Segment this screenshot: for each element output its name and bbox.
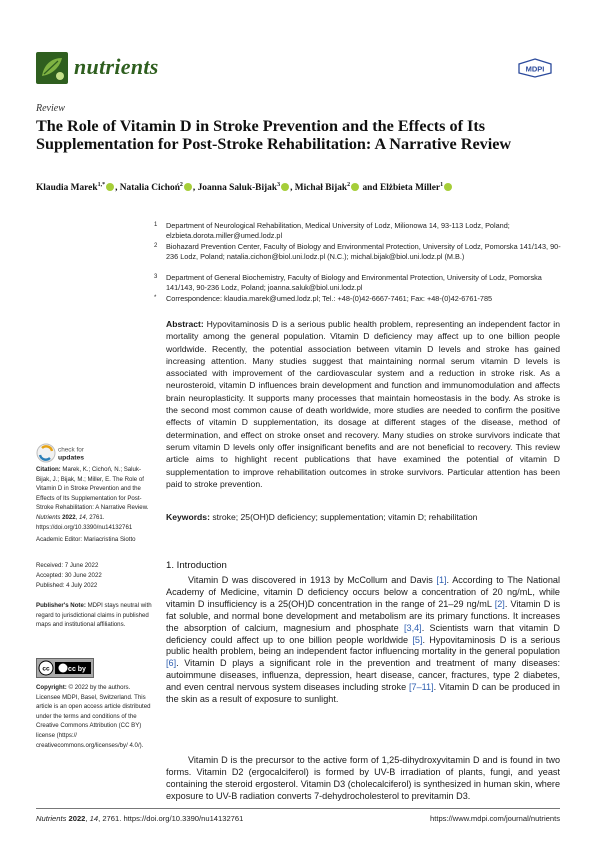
intro-paragraph: Vitamin D was discovered in 1913 by McCollum and Davis [1]. According to The National Academy of Medicine, vitamin D deficiency occurs below a concentration of 20 ng/mL, while vitamin D insufficiency is a 25(OH)D concentration in the range of 21–29 ng/mL [2]. Vitamin D is fat soluble, and normal bone development and metabolism are its primary functions. It increases the absorption of calcium, magnesium and phosphate [3,4]. Scientists warn that vitamin D deficiency could affect up to one billion people worldwide [5]. Hypovitaminosis D is a serious public health problem, being an independent factor influencing mortality in the general population [6]. Vitamin D plays a significant role in the prevention and treatment of many diseases: autoimmune diseases, influenza, depression, heart disease, cancer, fractures, type 2 diabetes, and even central nervous system diseases including stroke [7–11]. Vitamin D can be produced in the skin as a result of exposure to sunlight. [166,575,561,705]
citation-link[interactable]: [5] [412,634,423,645]
section-heading: 1. Introduction [166,560,227,571]
citation-link[interactable]: [7–11] [409,682,434,693]
affiliation: 2 Biohazard Prevention Center, Faculty of Biology and Environmental Protection, University of Lodz, Pomorska 141/143, 90-236 Lodz, Poland; natalia.cichon@biol.uni.lodz.pl (N.C.); michal.bijak@biol.uni.lodz.pl (M.B.) [154,242,561,262]
footer-journal-url[interactable]: https://www.mdpi.com/journal/nutrients [430,814,560,823]
updates-text: updates [58,454,85,462]
affiliation-correspondence: * Correspondence: klaudia.marek@umed.lodz.pl; Tel.: +48-(0)42-6667-7461; Fax: +48-(0)42-6761-785 [154,294,493,303]
citation-link[interactable]: [6] [166,658,177,669]
check-for-updates-button[interactable] [36,442,96,464]
orcid-icon[interactable] [184,183,192,191]
author-name: Joanna Saluk-Bijak [197,183,278,194]
orcid-icon[interactable] [351,183,359,191]
mdpi-logo-icon [515,58,555,78]
affiliation: 1 Department of Neurological Rehabilitation, Medical University of Lodz, Milionowa 14, 93-113 Lodz, Poland; elzbieta.dorota.miller@umed.lodz.pl [154,221,510,241]
intro-paragraph: Vitamin D is the precursor to the active form of 1,25-dihydroxyvitamin D and is found in two forms. Vitamin D2 (ergocalciferol) is formed by UV-B irradiation of plants, fungi, and yeast containing the steroid ergosterol. Vitamin D3 (cholecalciferol) is synthesized in human skin, where exposure to UV-B radiation converts 7-dehydrocholesterol to previtamin D3. [166,755,560,801]
keywords [166,512,560,522]
author-name: Klaudia Marek [36,183,98,194]
published-date: Published: 4 July 2022 [36,582,98,589]
footer-divider [36,808,560,809]
paper-title: The Role of Vitamin D in Stroke Prevention and the Effects of Its Supplementation for Post-Stroke Rehabilitation: A Narrative Review [36,117,512,154]
citation-block: Citation: Marek, K.; Cichoń, N.; Saluk-Bijak, J.; Bijak, M.; Miller, E. The Role of Vitamin D in Stroke Prevention and the Effects of Its Supplementation for Post-Stroke Rehabilitation: A Narrative Review. Nutrients 2022, 14, 2761. https://doi.org/10.3390/nu14132761 [36,466,149,531]
affiliation: 3 Department of General Biochemistry, Faculty of Biology and Environmental Protection, University of Lodz, Pomorska 141/143, 90-236 Lodz, Poland; joanna.saluk@biol.uni.lodz.pl [154,273,542,293]
orcid-icon[interactable] [444,183,452,191]
keywords-label: Keywords: [166,512,210,522]
journal-name: nutrients [74,54,159,79]
journal-logo-icon [36,52,68,84]
academic-editor: Academic Editor: Mariacristina Siotto [36,536,136,543]
citation-link[interactable]: [3,4] [403,622,422,633]
cc-by-license-icon[interactable] [36,658,94,678]
abstract [166,318,560,490]
citation-link[interactable]: [1] [436,575,447,585]
cc-by-text: cc by [68,666,86,673]
mdpi-logo-text: MDPI [525,64,545,74]
orcid-icon[interactable] [281,183,289,191]
check-text: check for [58,446,84,454]
copyright-notice: Copyright: © 2022 by the authors. Licensee MDPI, Basel, Switzerland. This article is an open access article distributed under the terms and conditions of the Creative Commons Attribution (CC BY) license (https:// creativecommons.org/licenses/by/ 4.0/). [36,684,151,749]
orcid-icon[interactable] [106,183,114,191]
author-name: Natalia Cichoń [119,183,180,194]
author-name: Michał Bijak [294,183,348,194]
abstract-text: Hypovitaminosis D is a serious public health problem, representing an independent factor in mortality among the general population. Vitamin D deficiency may affect up to one billion people worldwide. Recently, the potential association between vitamin D levels and stroke has gained increasing attention. Many studies suggest that maintaining normal serum vitamin D levels is associated with improvement of the cardiovascular system and a reduction in stroke risk. As a neurosteroid, vitamin D influences brain development and function and immunomodulation and affects brain neuroplasticity. It supports many processes that maintain homeostasis in the body. As stroke is the second most common cause of death worldwide, more studies are needed to confirm the positive effects of vitamin D supplementation, its dosage at different stages of the disease, method of determination, and effect on stroke onset and recovery. Many studies on stroke survivors indicate that serum vitamin D levels only offer insignificant benefits and are not beneficial to recovery. This review article aims to highlight recent publications that have examined the potential of vitamin D supplementation to improve rehabilitation outcomes in stroke survivors. Particular attention has been paid to stroke prevention. [166,319,560,489]
article-type: Review [36,103,65,114]
author-name: Elżbieta Miller [379,183,441,194]
footer-citation: Nutrients 2022, 14, 2761. https://doi.org/10.3390/nu14132761 [36,814,244,823]
received-date: Received: 7 June 2022 [36,562,99,569]
abstract-label: Abstract: [166,319,204,329]
author-list: Klaudia Marek$^{1,*}$ , Natalia Cichoń$^2$ , Joanna Saluk-Bijak$^3$ , Michał Bijak$^2$ and Elżbieta Miller$^1$ [36,182,566,193]
keywords-text: stroke; 25(OH)D deficiency; supplementation; vitamin D; rehabilitation [212,512,478,522]
citation-link[interactable]: [2] [494,598,505,609]
svg-text:cc: cc [42,665,50,673]
accepted-date: Accepted: 30 June 2022 [36,572,102,579]
publisher-note: Publisher's Note: MDPI stays neutral with regard to jurisdictional claims in published maps and institutional affiliations. [36,602,152,629]
